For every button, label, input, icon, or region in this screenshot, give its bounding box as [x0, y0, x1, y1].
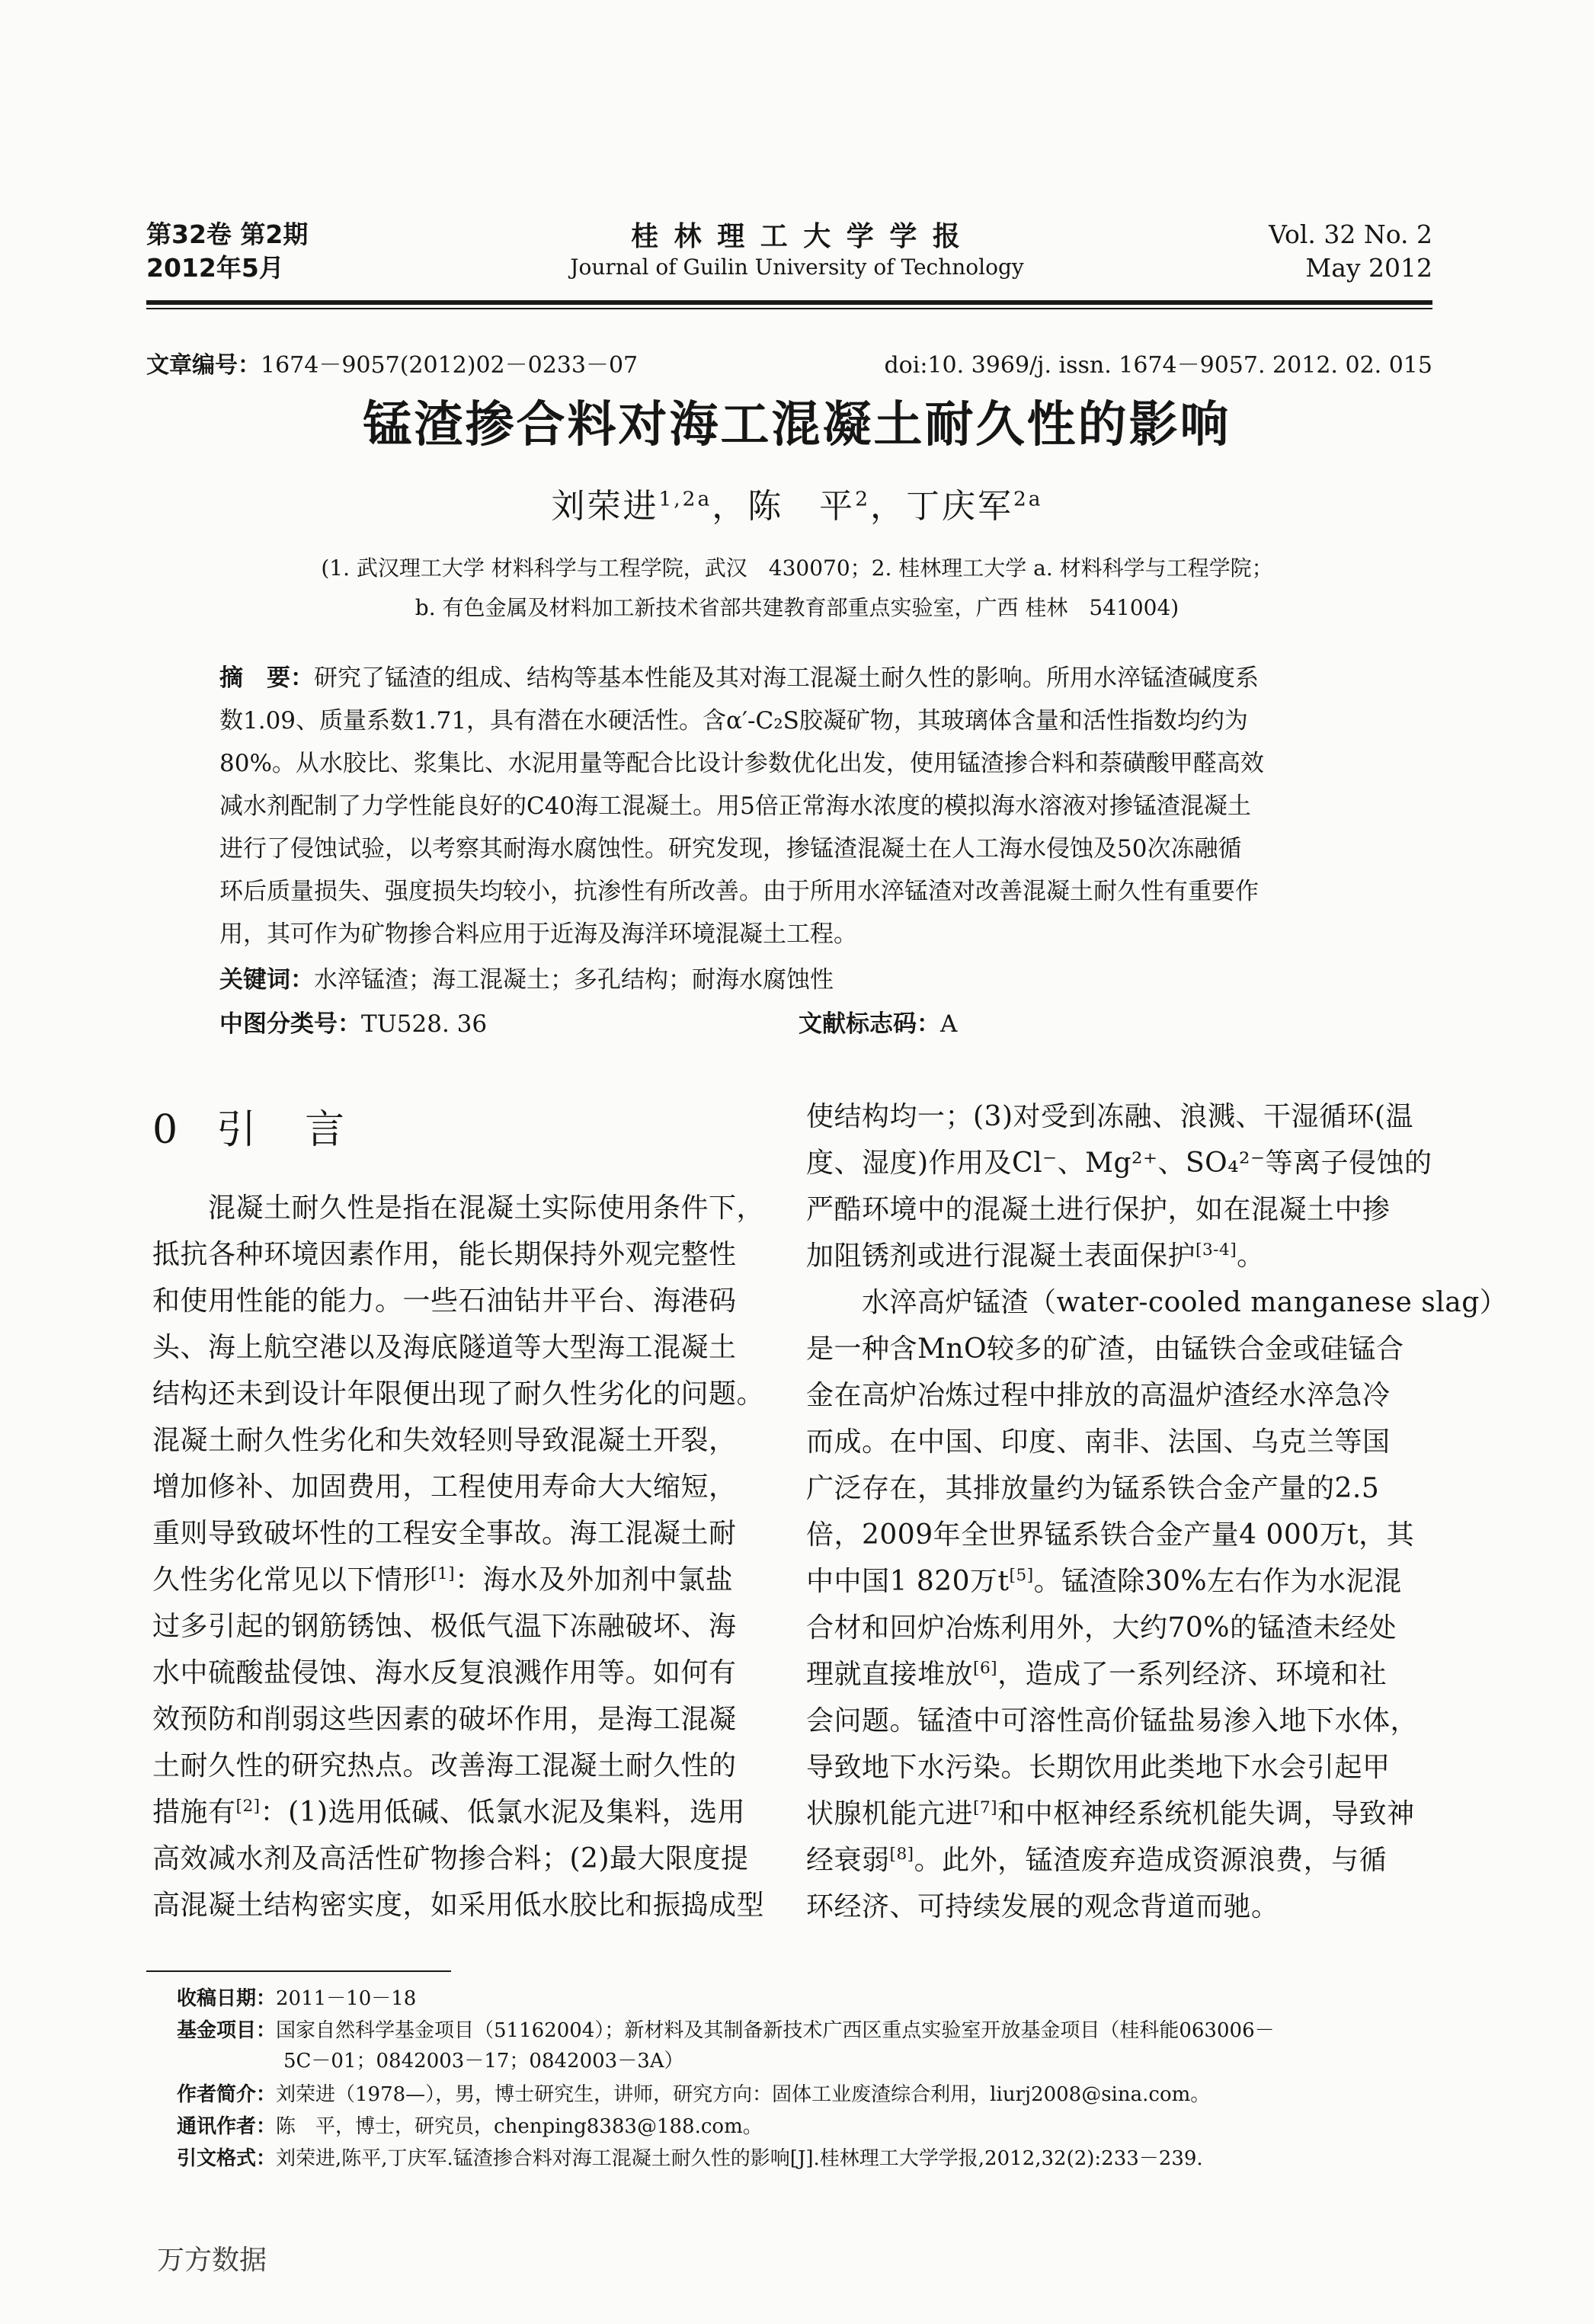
- body-text-line: 而成。在中国、印度、南非、法国、乌克兰等国: [806, 1426, 1391, 1458]
- footnote-received: [177, 1984, 416, 2013]
- body-text-line: 过多引起的钢筋锈蚀、极低气温下冻融破坏、海: [152, 1611, 737, 1642]
- document-code-label: 文献标志码：: [799, 1010, 940, 1038]
- journal-title-en: Journal of Guilin University of Technology: [570, 254, 1024, 280]
- author-affiliation: 2a: [1013, 487, 1043, 511]
- body-text-line: 广泛存在，其排放量约为锰系铁合金产量的2.5: [806, 1473, 1380, 1504]
- watermark: 万方数据: [157, 2245, 267, 2276]
- body-text-line: 水中硫酸盐侵蚀、海水反复浪溅作用等。如何有: [152, 1657, 737, 1689]
- corresponding-label: 通讯作者：: [177, 2115, 277, 2138]
- abstract-line: 进行了侵蚀试验，以考察其耐海水腐蚀性。研究发现，掺锰渣混凝土在人工海水侵蚀及50次冻融循: [219, 835, 1242, 863]
- author-name: 丁庆军: [905, 487, 1013, 526]
- received-label: 收稿日期：: [177, 1987, 277, 2010]
- abstract-line: 环后质量损失、强度损失均较小，抗渗性有所改善。由于所用水淬锰渣对改善混凝土耐久性有重要作: [219, 878, 1259, 905]
- fund-label: 基金项目：: [177, 2019, 277, 2042]
- footnote-fund: [177, 2016, 1275, 2045]
- article-title: 锰渣掺合料对海工混凝土耐久性的影响: [363, 397, 1231, 453]
- body-text-line: 导致地下水污染。长期饮用此类地下水会引起甲: [806, 1752, 1391, 1783]
- body-text-line: 会问题。锰渣中可溶性高价锰盐易渗入地下水体，: [806, 1705, 1419, 1737]
- citation-text: 刘荣进,陈平,丁庆军.锰渣掺合料对海工混凝土耐久性的影响[J].桂林理工大学学报,2012,32(2):233－239.: [276, 2147, 1203, 2170]
- section-title: 引 言: [216, 1107, 350, 1153]
- body-text-line: 混凝土耐久性是指在混凝土实际使用条件下，: [152, 1192, 765, 1224]
- footnote-corresponding: [177, 2112, 763, 2141]
- author-name: 陈 平: [747, 487, 856, 526]
- author-bio: 刘荣进（1978—），男，博士研究生，讲师，研究方向：固体工业废渣综合利用，liurj2008@sina.com。: [276, 2083, 1211, 2106]
- volume-en: Vol. 32 No. 2: [1269, 219, 1432, 249]
- footnote-fund-cont: 5C－01；0842003－17；0842003－3A）: [283, 2050, 684, 2073]
- journal-title-cn: 桂 林 理 工 大 学 学 报: [631, 221, 963, 252]
- author-affiliation: 2: [855, 487, 870, 511]
- body-text-line: 是一种含MnO较多的矿渣，由锰铁合金或硅锰合: [806, 1333, 1404, 1365]
- body-text-line: 久性劣化常见以下情形[1]：海水及外加剂中氯盐: [152, 1564, 734, 1596]
- body-text-line: 中中国1 820万t[5]。锰渣除30%左右作为水泥混: [806, 1566, 1402, 1597]
- body-text-line: 严酷环境中的混凝土进行保护，如在混凝土中掺: [806, 1194, 1391, 1225]
- body-text-line: 经衰弱[8]。此外，锰渣废弃造成资源浪费，与循: [806, 1845, 1388, 1876]
- received-date: 2011－10－18: [276, 1987, 417, 2010]
- body-text-line: 加阻锈剂或进行混凝土表面保护[3-4]。: [806, 1240, 1265, 1272]
- body-text-line: 头、海上航空港以及海底隧道等大型海工混凝土: [152, 1332, 737, 1363]
- clc-label: 中图分类号：: [219, 1010, 361, 1038]
- keywords-label: 关键词：: [219, 966, 314, 994]
- body-text-line: 高效减水剂及高活性矿物掺合料；(2)最大限度提: [152, 1843, 749, 1874]
- keywords-value: 水淬锰渣；海工混凝土；多孔结构；耐海水腐蚀性: [314, 966, 834, 994]
- body-text-line: 抵抗各种环境因素作用，能长期保持外观完整性: [152, 1239, 737, 1270]
- body-text-line: 混凝土耐久性劣化和失效轻则导致混凝土开裂，: [152, 1425, 737, 1456]
- body-text-line: 结构还未到设计年限便出现了耐久性劣化的问题。: [152, 1378, 765, 1410]
- article-number-value: 1674－9057(2012)02－0233－07: [261, 352, 639, 379]
- body-text-line: 环经济、可持续发展的观念背道而驰。: [806, 1891, 1279, 1922]
- author-affiliation: 1,2a: [658, 487, 712, 511]
- footnote-rule: [146, 1970, 451, 1972]
- body-text-line: 措施有[2]：(1)选用低碱、低氯水泥及集料，选用: [152, 1797, 746, 1828]
- abstract-label: 摘 要：: [219, 664, 314, 692]
- keywords: [219, 959, 834, 1001]
- body-text-line: 金在高炉冶炼过程中排放的高温炉渣经水淬急冷: [806, 1380, 1391, 1411]
- date-en: May 2012: [1305, 253, 1432, 283]
- header-rule-thin: [146, 308, 1432, 309]
- citation-label: 引文格式：: [177, 2147, 277, 2170]
- footnote-author: [177, 2080, 1210, 2109]
- abstract-line: 减水剂配制了力学性能良好的C40海工混凝土。用5倍正常海水浓度的模拟海水溶液对掺锰渣混凝土: [219, 792, 1251, 820]
- author-bio-label: 作者简介：: [177, 2083, 277, 2106]
- clc-value: TU528. 36: [361, 1010, 488, 1038]
- volume-issue: 第32卷 第2期: [146, 219, 309, 249]
- body-text-line: 状腺机能亢进[7]和中枢神经系统机能失调，导致神: [806, 1798, 1415, 1829]
- author-name: 刘荣进: [551, 487, 659, 526]
- issue-date: 2012年5月: [146, 253, 284, 283]
- body-text-line: 理就直接堆放[6]，造成了一系列经济、环境和社: [806, 1659, 1388, 1690]
- abstract-line: 数1.09、质量系数1.71，具有潜在水硬活性。含α′-C₂S胶凝矿物，其玻璃体含量和活性指数均约为: [219, 707, 1248, 735]
- footnote-citation: [177, 2144, 1203, 2173]
- body-text-line: 效预防和削弱这些因素的破坏作用，是海工混凝: [152, 1704, 737, 1735]
- abstract-line: 用，其可作为矿物掺合料应用于近海及海洋环境混凝土工程。: [219, 920, 857, 948]
- doi: doi:10. 3969/j. issn. 1674－9057. 2012. 02. 015: [884, 352, 1432, 379]
- body-text-line: 重则导致破坏性的工程安全事故。海工混凝土耐: [152, 1518, 737, 1549]
- body-text-line: 水淬高炉锰渣（water-cooled manganese slag）: [806, 1287, 1508, 1318]
- body-text-line: 增加修补、加固费用，工程使用寿命大大缩短，: [152, 1471, 737, 1503]
- document-code: [799, 1003, 957, 1045]
- abstract-line: [219, 657, 1259, 699]
- body-text-line: 土耐久性的研究热点。改善海工混凝土耐久性的: [152, 1750, 737, 1781]
- document-code-value: A: [940, 1010, 958, 1038]
- body-text-line: 和使用性能的能力。一些石油钻井平台、海港码: [152, 1285, 737, 1317]
- abstract-line: 80%。从水胶比、浆集比、水泥用量等配合比设计参数优化出发，使用锰渣掺合料和萘磺酸甲醛高效: [219, 750, 1264, 777]
- body-text-line: 度、湿度)作用及Cl⁻、Mg²⁺、SO₄²⁻等离子侵蚀的: [806, 1148, 1432, 1179]
- affiliation-line: b. 有色金属及材料加工新技术省部共建教育部重点实验室，广西 桂林 541004): [415, 595, 1179, 620]
- body-text-line: 倍，2009年全世界锰系铁合金产量4 000万t，其: [806, 1519, 1415, 1551]
- section-number: 0: [152, 1107, 183, 1153]
- body-text-line: 合材和回炉冶炼利用外，大约70%的锰渣未经处: [806, 1612, 1397, 1644]
- affiliation-line: (1. 武汉理工大学 材料科学与工程学院，武汉 430070；2. 桂林理工大学 a. 材料科学与工程学院；: [321, 555, 1273, 581]
- corresponding-author: 陈 平，博士，研究员，chenping8383@188.com。: [276, 2115, 763, 2138]
- author-list: 刘荣进$^{1,2a}$，陈 平$^2$，丁庆军$^{2a}$: [551, 487, 1043, 526]
- article-number: [146, 346, 638, 379]
- clc-number: [219, 1003, 487, 1045]
- section-heading: [152, 1097, 349, 1154]
- article-number-label: 文章编号：: [146, 352, 261, 379]
- body-text-line: 使结构均一；(3)对受到冻融、浪溅、干湿循环(温: [806, 1101, 1414, 1132]
- header-rule-thick: [146, 300, 1432, 305]
- abstract-text: 研究了锰渣的组成、结构等基本性能及其对海工混凝土耐久性的影响。所用水淬锰渣碱度系: [314, 664, 1259, 692]
- fund-text: 国家自然科学基金项目（51162004）；新材料及其制备新技术广西区重点实验室开放基金项目（桂科能063006－: [276, 2019, 1275, 2042]
- body-text-line: 高混凝土结构密实度，如采用低水胶比和振捣成型: [152, 1890, 765, 1921]
